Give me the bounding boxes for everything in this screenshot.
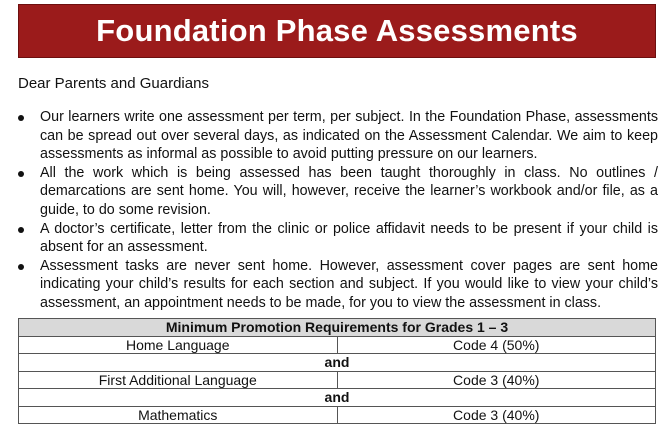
subject-cell: Mathematics (19, 406, 338, 424)
table-row (19, 406, 656, 424)
bullet-text: Assessment tasks are never sent home. However, assessment cover pages are sent home indicating your child’s results for each section and subject. If you would like to view your child’s assessment, an appointment needs to be made, for you to view the assessment in class. (40, 257, 658, 311)
bullet-item-results (14, 257, 658, 313)
code-cell: Code 4 (50%) (337, 336, 656, 354)
bullet-icon (18, 171, 24, 177)
table-header-row (19, 319, 656, 337)
promotion-requirements-table (18, 318, 656, 424)
connector-cell: and (19, 354, 656, 372)
table-header: Minimum Promotion Requirements for Grades 1 – 3 (19, 319, 656, 337)
connector-cell: and (19, 389, 656, 407)
title-banner (18, 4, 656, 58)
connector-row (19, 389, 656, 407)
greeting: Dear Parents and Guardians (18, 75, 209, 92)
subject-cell: First Additional Language (19, 371, 338, 389)
bullet-icon (18, 227, 24, 233)
bullet-icon (18, 115, 24, 121)
bullet-item-revision (14, 164, 658, 220)
bullet-item-assessment-schedule (14, 108, 658, 164)
bullet-text: All the work which is being assessed has been taught thoroughly in class. No outlines / demarcations are sent home. You will, however, receive the learner’s workbook and/or file, as a guide, to do some revision. (40, 164, 658, 218)
table-row (19, 371, 656, 389)
bullet-icon (18, 264, 24, 270)
subject-cell: Home Language (19, 336, 338, 354)
code-cell: Code 3 (40%) (337, 406, 656, 424)
bullet-text: Our learners write one assessment per term, per subject. In the Foundation Phase, assessments can be spread out over several days, as indicated on the Assessment Calendar. We aim to keep assessments as informal as possible to avoid putting pressure on our learners. (40, 109, 658, 163)
page-title: Foundation Phase Assessments (96, 13, 578, 48)
bullet-item-absence (14, 220, 658, 257)
bullet-list (14, 108, 658, 313)
bullet-text: A doctor’s certificate, letter from the clinic or police affidavit needs to be present if your child is absent for an assessment. (40, 220, 658, 256)
table-row (19, 336, 656, 354)
code-cell: Code 3 (40%) (337, 371, 656, 389)
connector-row (19, 354, 656, 372)
